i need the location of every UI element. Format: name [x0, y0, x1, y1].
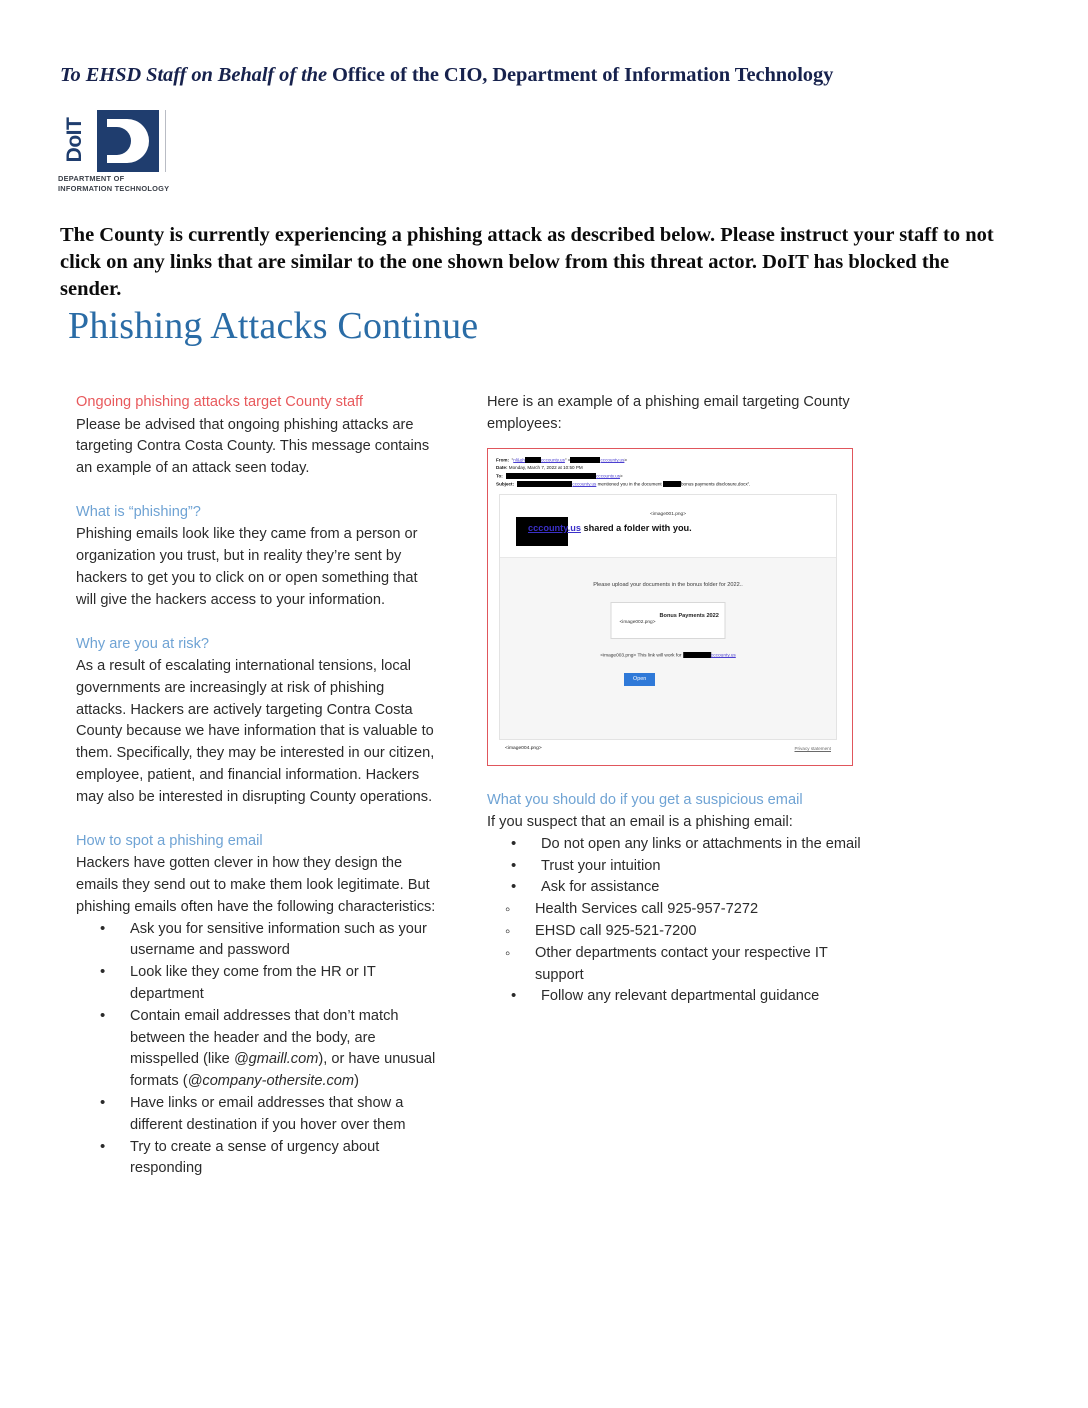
- doit-logo-line2: INFORMATION TECHNOLOGY: [58, 183, 170, 193]
- spot-phishing-bullet-list: [76, 919, 436, 1181]
- redaction-bar: [506, 473, 596, 480]
- email-card-body: [500, 558, 836, 740]
- email-subject-mid: mentioned you in the document: [596, 481, 663, 487]
- email-from-quote: ": [510, 457, 514, 463]
- body-how-to-spot: Hackers have gotten clever in how they design the emails they send out to make them look legitimate. But phishing emails often have the following characteristics:: [76, 855, 436, 915]
- email-image003-placeholder: <image003.png>: [600, 653, 637, 659]
- email-from-label: From:: [496, 457, 510, 463]
- list-item: • Ask you for sensitive information such as your username and password: [76, 919, 436, 963]
- bullet-email-pre: Contain email addresses that don’t match between the header and the body, are misspelled (like: [130, 1007, 399, 1068]
- doit-logo-line1: DEPARTMENT OF: [58, 174, 125, 183]
- email-image004-placeholder: <image004.png>: [505, 745, 542, 751]
- heading-why-at-risk: Why are you at risk?: [76, 635, 210, 652]
- flyer-right-column: [487, 392, 872, 1008]
- memo-header-line: [60, 64, 1020, 87]
- email-upload-instruction: Please upload your documents in the bonus folder for 2022..: [593, 581, 743, 588]
- redaction-bar: [525, 457, 541, 464]
- bullet-email-mid: ), or have unusual formats (: [130, 1051, 436, 1090]
- email-attachment-name: Bonus Payments 2022: [659, 612, 719, 619]
- email-from-link-a: nl&gh: [513, 457, 525, 463]
- email-link-note-line: [600, 652, 736, 659]
- email-from-line: [496, 457, 627, 464]
- email-to-line: [496, 473, 623, 480]
- redaction-bar: [683, 652, 711, 659]
- redaction-bar: [663, 481, 681, 488]
- email-image002-placeholder: <image002.png>: [619, 619, 656, 625]
- email-body-card: [499, 494, 837, 739]
- list-item: ◦ Health Services call 925-957-7272: [487, 899, 872, 921]
- list-item: • Look like they come from the HR or IT department: [76, 962, 436, 1006]
- email-card-footer: [499, 739, 837, 760]
- email-date-label: Date:: [496, 464, 508, 470]
- email-shared-folder-text: [528, 523, 692, 533]
- list-item-email-formats: [76, 1006, 436, 1093]
- list-item: • Have links or email addresses that show a different destination if you hover over them: [76, 1093, 436, 1137]
- body-why-at-risk: As a result of escalating international tensions, local governments are increasingly at risk of phishing attacks. Hackers are actively targeting Contra Costa County because we have information that is valuable to them. Specifically, they may be interested in our citizen, employee, patient, and financial information. Hackers may also be interested in disrupting County operations.: [76, 658, 435, 805]
- list-item: • Ask for assistance: [487, 877, 872, 899]
- intro-paragraph: The County is currently experiencing a phishing attack as described below. Please instruct your staff to not click on any links that are similar to the one shown below from this threat actor. DoIT has blocked the sender.: [60, 224, 994, 300]
- email-image001-placeholder: <image001.png>: [649, 511, 687, 517]
- memo-header-bold: Office of the CIO, Department of Information Technology: [332, 64, 834, 86]
- email-subject-tail: bonus payments disclosure.docx”.: [680, 481, 751, 487]
- email-date-line: [496, 465, 583, 471]
- doit-logo: [57, 110, 169, 196]
- email-from-domain2: cccounty.us: [600, 457, 625, 463]
- email-subject-line: [496, 481, 750, 488]
- phishing-email-screenshot: [487, 448, 853, 766]
- redaction-bar: [517, 481, 572, 488]
- list-item: ◦ EHSD call 925-521-7200: [487, 921, 872, 943]
- email-open-button[interactable]: Open: [624, 673, 655, 686]
- redaction-bar: [570, 457, 600, 464]
- email-attachment-tile[interactable]: [611, 602, 726, 639]
- example-intro-text: Here is an example of a phishing email targeting County employees:: [487, 394, 850, 432]
- suspicious-email-bullet-list: [487, 834, 872, 899]
- email-subject-label: Subject:: [496, 481, 515, 487]
- doit-logo-d-glyph: [97, 110, 159, 172]
- email-subject-link: cccounty.us: [572, 481, 597, 487]
- list-item: • Follow any relevant departmental guidance: [487, 986, 872, 1008]
- list-item: • Trust your intuition: [487, 856, 872, 878]
- email-date-value: Monday, March 7, 2022 at 10:50 PM: [508, 464, 583, 470]
- heading-how-to-spot: How to spot a phishing email: [76, 832, 263, 849]
- flyer-title: Phishing Attacks Continue: [68, 305, 479, 347]
- list-item: • Try to create a sense of urgency about responding: [76, 1137, 436, 1181]
- doit-logo-wordmark: [58, 174, 169, 193]
- email-privacy-statement-link[interactable]: Privacy statement: [794, 745, 831, 751]
- assistance-contact-list: [487, 899, 872, 986]
- flyer-left-column: [76, 392, 436, 1180]
- body-what-is-phishing: Phishing emails look like they came from a person or organization you trust, but in reality they’re sent by hackers to get you to click on or open something that will give the hackers access to your information.: [76, 526, 418, 608]
- list-item: • Do not open any links or attachments in the email: [487, 834, 872, 856]
- email-card-header: [500, 495, 836, 558]
- final-guidance-list: [487, 986, 872, 1008]
- email-from-close: >: [624, 457, 628, 463]
- heading-what-you-should-do: What you should do if you get a suspicious email: [487, 791, 803, 808]
- email-to-close: >: [620, 473, 623, 479]
- bullet-email-example2: @company-othersite.com: [187, 1073, 355, 1090]
- heading-what-is-phishing: What is “phishing”?: [76, 503, 201, 520]
- doit-logo-mark: [57, 110, 166, 172]
- heading-ongoing-attacks: Ongoing phishing attacks target County staff: [76, 394, 363, 410]
- bullet-email-post: ): [354, 1073, 359, 1090]
- memo-header-italic: To EHSD Staff on Behalf of the: [60, 64, 332, 86]
- email-shared-domain: cccounty.us: [528, 522, 581, 533]
- phishing-flyer: [60, 300, 1025, 1310]
- body-what-you-should-do: If you suspect that an email is a phishing email:: [487, 814, 793, 831]
- doit-logo-acronym: DoIT: [63, 117, 86, 163]
- list-item: ◦ Other departments contact your respective IT support: [487, 943, 872, 987]
- email-to-label: To:: [496, 473, 503, 479]
- email-link-domain: cccounty.us: [710, 653, 736, 659]
- bullet-email-example1: @gmaill.com: [233, 1051, 319, 1068]
- email-to-domain: cccounty.us: [596, 473, 621, 479]
- email-link-note: This link will work for: [636, 653, 683, 659]
- email-shared-suffix: shared a folder with you.: [580, 522, 692, 533]
- email-from-sep: " <: [564, 457, 571, 463]
- body-ongoing-attacks: Please be advised that ongoing phishing attacks are targeting Contra Costa County. This message contains an example of an attack seen today.: [76, 416, 430, 477]
- email-from-domain: cccounty.us: [540, 457, 565, 463]
